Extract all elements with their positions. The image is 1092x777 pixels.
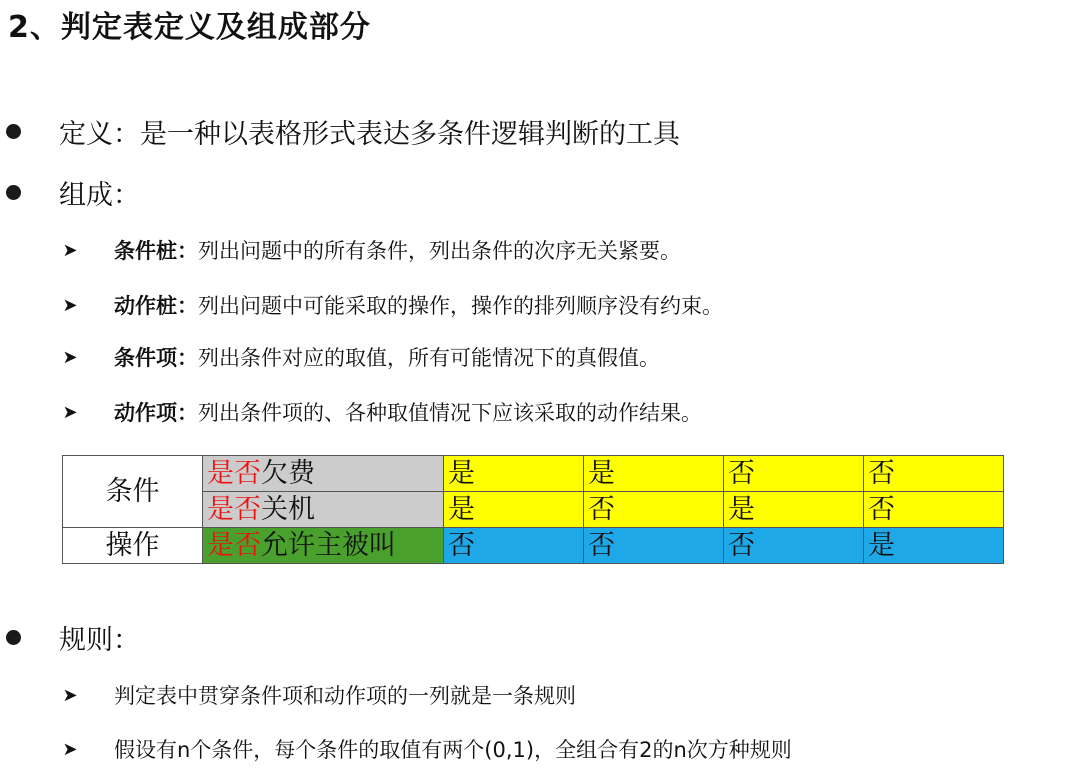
action-stub-cell xyxy=(203,528,444,564)
composition-item xyxy=(62,342,660,372)
condition-entry-cell: 否 xyxy=(724,456,864,492)
arrow-bullet-icon: ➤ xyxy=(62,738,78,760)
arrow-bullet-icon: ➤ xyxy=(62,239,78,261)
composition-desc: 列出问题中的所有条件，列出条件的次序无关紧要。 xyxy=(198,239,681,263)
action-label-cell: 操作 xyxy=(63,528,203,564)
definition-text: 定义：是一种以表格形式表达多条件逻辑判断的工具 xyxy=(59,119,680,150)
composition-heading: 组成： xyxy=(59,180,140,211)
action-entry-cell: 否 xyxy=(444,528,584,564)
arrow-bullet-icon: ➤ xyxy=(62,294,78,316)
composition-term: 动作桩： xyxy=(114,294,198,318)
table-row xyxy=(63,456,1004,492)
action-entry-cell: 否 xyxy=(584,528,724,564)
rules-bullet xyxy=(6,618,140,657)
condition-stub-cell xyxy=(203,456,444,492)
arrow-bullet-icon: ➤ xyxy=(62,401,78,423)
rule-text: 假设有n个条件，每个条件的取值有两个(0,1)，全组合有2的n次方种规则 xyxy=(114,738,792,762)
composition-desc: 列出条件项的、各种取值情况下应该采取的动作结果。 xyxy=(198,401,702,425)
bullet-dot-icon xyxy=(6,630,21,645)
condition-entry-cell: 是 xyxy=(444,456,584,492)
condition-stub-cell xyxy=(203,492,444,528)
condition-entry-cell: 否 xyxy=(864,492,1004,528)
stub-prefix: 是否 xyxy=(207,458,261,489)
stub-name: 允许主被叫 xyxy=(261,530,396,561)
composition-desc: 列出条件对应的取值，所有可能情况下的真假值。 xyxy=(198,346,660,370)
stub-prefix: 是否 xyxy=(207,530,261,561)
composition-bullet xyxy=(6,173,140,212)
arrow-bullet-icon: ➤ xyxy=(62,346,78,368)
page-title: 2、判定表定义及组成部分 xyxy=(8,10,371,45)
table-row xyxy=(63,528,1004,564)
composition-item xyxy=(62,290,723,320)
condition-entry-cell: 是 xyxy=(724,492,864,528)
condition-entry-cell: 是 xyxy=(444,492,584,528)
stub-prefix: 是否 xyxy=(207,494,261,525)
condition-entry-cell: 否 xyxy=(584,492,724,528)
action-entry-cell: 否 xyxy=(724,528,864,564)
stub-name: 欠费 xyxy=(261,458,315,489)
condition-entry-cell: 是 xyxy=(584,456,724,492)
composition-item xyxy=(62,235,681,265)
arrow-bullet-icon: ➤ xyxy=(62,684,78,706)
table-row xyxy=(63,492,1004,528)
action-entry-cell: 是 xyxy=(864,528,1004,564)
condition-entry-cell: 否 xyxy=(864,456,1004,492)
rule-item xyxy=(62,734,792,764)
decision-table xyxy=(62,455,1004,564)
condition-label-cell: 条件 xyxy=(63,456,203,528)
composition-desc: 列出问题中可能采取的操作，操作的排列顺序没有约束。 xyxy=(198,294,723,318)
rule-text: 判定表中贯穿条件项和动作项的一列就是一条规则 xyxy=(114,684,576,708)
definition-bullet xyxy=(6,112,680,151)
composition-term: 动作项： xyxy=(114,401,198,425)
bullet-dot-icon xyxy=(6,124,21,139)
rule-item xyxy=(62,680,576,710)
stub-name: 关机 xyxy=(261,494,315,525)
composition-term: 条件桩： xyxy=(114,239,198,263)
bullet-dot-icon xyxy=(6,185,21,200)
composition-term: 条件项： xyxy=(114,346,198,370)
composition-item xyxy=(62,397,702,427)
rules-heading: 规则： xyxy=(59,625,140,656)
